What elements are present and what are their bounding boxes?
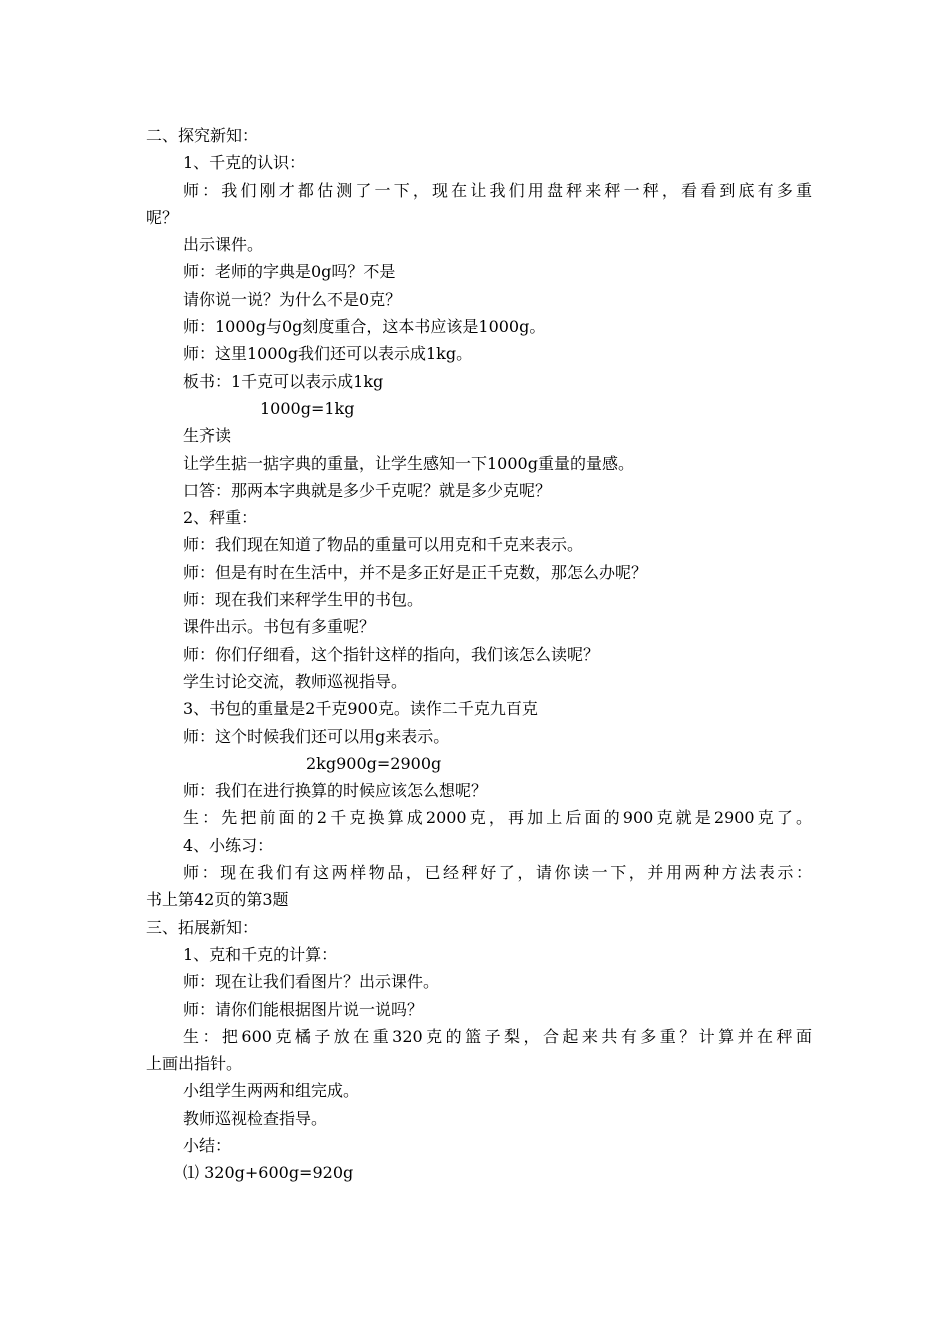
section-heading: 三、拓展新知： bbox=[146, 917, 259, 937]
paragraph-line: 上画出指针。 bbox=[146, 1054, 243, 1074]
document-body bbox=[146, 122, 812, 1187]
paragraph-line: 师：你们仔细看，这个指针这样的指向，我们该怎么读呢？ bbox=[183, 644, 600, 664]
paragraph-line: 师：老师的字典是0g吗？不是 bbox=[183, 262, 396, 282]
paragraph-line: 师：现在我们有这两样物品，已经秤好了，请你读一下，并用两种方法表示： bbox=[183, 863, 812, 883]
formula-line: 1000g=1kg bbox=[260, 398, 355, 418]
section-heading: 二、探究新知： bbox=[146, 126, 259, 145]
paragraph-line: 呢？ bbox=[146, 207, 179, 227]
paragraph-line: 师：我们现在知道了物品的重量可以用克和千克来表示。 bbox=[183, 535, 584, 555]
paragraph-line: 学生讨论交流，教师巡视指导。 bbox=[183, 671, 408, 691]
paragraph-line: 口答：那两本字典就是多少千克呢？就是多少克呢？ bbox=[183, 480, 552, 500]
subsection-heading: 1、克和千克的计算： bbox=[183, 944, 338, 964]
paragraph-line: 请你说一说？为什么不是0克？ bbox=[183, 289, 402, 309]
paragraph-line: 师：但是有时在生活中，并不是多正好是正千克数，那怎么办呢？ bbox=[183, 562, 648, 582]
paragraph-line: 出示课件。 bbox=[183, 235, 264, 255]
subsection-heading: 3、书包的重量是2千克900克。读作二千克九百克 bbox=[183, 699, 538, 719]
subsection-heading: 2、秤重： bbox=[183, 508, 258, 528]
paragraph-line: 师：我们刚才都估测了一下，现在让我们用盘秤来秤一秤，看看到底有多重 bbox=[183, 180, 812, 200]
paragraph-line: 师：这个时候我们还可以用g来表示。 bbox=[183, 726, 450, 746]
paragraph-line: 师：现在让我们看图片？出示课件。 bbox=[183, 972, 440, 992]
formula-line: 2kg900g=2900g bbox=[306, 753, 442, 773]
paragraph-line: 师：请你们能根据图片说一说吗？ bbox=[183, 999, 424, 1019]
paragraph-line: 教师巡视检查指导。 bbox=[183, 1108, 328, 1128]
paragraph-line: 生齐读 bbox=[183, 426, 232, 446]
subsection-heading: 1、千克的认识： bbox=[183, 153, 306, 173]
paragraph-line: 师：现在我们来秤学生甲的书包。 bbox=[183, 590, 424, 610]
paragraph-line: 让学生掂一掂字典的重量，让学生感知一下1000g重量的量感。 bbox=[183, 453, 634, 473]
paragraph-line: 师：这里1000g我们还可以表示成1kg。 bbox=[183, 344, 473, 364]
paragraph-line: 小组学生两两和组完成。 bbox=[183, 1081, 360, 1101]
formula-line: ⑴ 320g+600g=920g bbox=[183, 1163, 354, 1183]
paragraph-line: 生：把600克橘子放在重320克的篮子梨，合起来共有多重？计算并在秤面 bbox=[183, 1026, 812, 1046]
paragraph-line: 师：我们在进行换算的时候应该怎么想呢？ bbox=[183, 781, 488, 801]
paragraph-line: 书上第42页的第3题 bbox=[146, 890, 289, 910]
paragraph-line: 生：先把前面的2千克换算成2000克，再加上后面的900克就是2900克了。 bbox=[183, 808, 812, 828]
blackboard-note: 板书：1千克可以表示成1kg bbox=[183, 371, 384, 391]
paragraph-line: 师：1000g与0g刻度重合，这本书应该是1000g。 bbox=[183, 317, 546, 337]
paragraph-line: 小结： bbox=[183, 1135, 232, 1155]
paragraph-line: 课件出示。书包有多重呢？ bbox=[183, 617, 376, 637]
subsection-heading: 4、小练习： bbox=[183, 835, 274, 855]
